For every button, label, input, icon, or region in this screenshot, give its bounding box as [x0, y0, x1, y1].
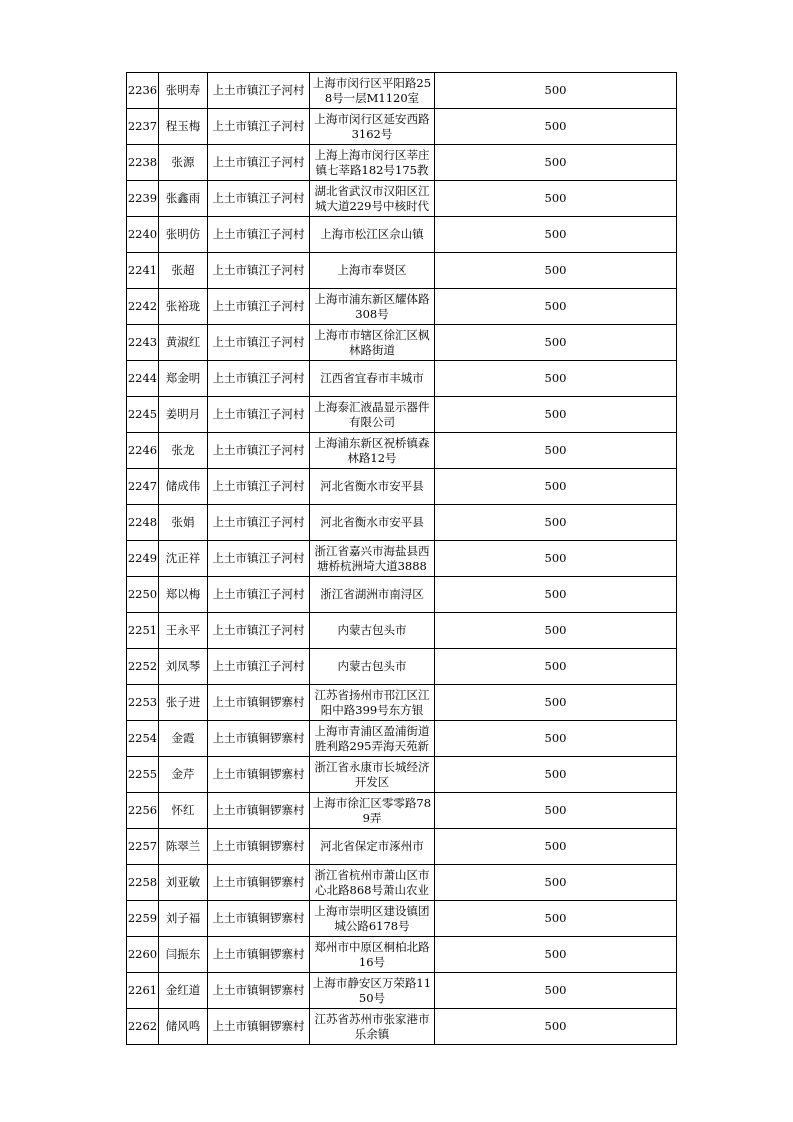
address-cell [310, 361, 435, 397]
address-text: 浙江省湖洲市南浔区 [320, 587, 424, 601]
records-table [126, 72, 677, 1045]
amount-cell: 500 [435, 1009, 677, 1045]
record-id-cell: 2247 [127, 469, 159, 505]
record-id-cell: 2261 [127, 973, 159, 1009]
village-cell: 上土市镇铜锣寨村 [208, 865, 310, 901]
amount-cell: 500 [435, 937, 677, 973]
address-text: 上海市市辖区徐汇区枫林路街道 [314, 327, 430, 357]
village-cell: 上土市镇江子河村 [208, 505, 310, 541]
person-name-cell: 沈正祥 [159, 541, 208, 577]
address-cell [310, 829, 435, 865]
village-cell: 上土市镇江子河村 [208, 433, 310, 469]
address-text: 上海市松江区佘山镇 [320, 227, 424, 241]
record-id-cell: 2248 [127, 505, 159, 541]
amount-cell: 500 [435, 577, 677, 613]
record-id-cell: 2255 [127, 757, 159, 793]
table-row [127, 973, 677, 1009]
person-name-cell: 刘亚敏 [159, 865, 208, 901]
address-cell [310, 1009, 435, 1045]
village-cell: 上土市镇江子河村 [208, 577, 310, 613]
address-text: 河北省衡水市安平县 [320, 479, 424, 493]
address-cell [310, 73, 435, 109]
village-cell: 上土市镇江子河村 [208, 469, 310, 505]
village-cell: 上土市镇江子河村 [208, 541, 310, 577]
person-name-cell: 王永平 [159, 613, 208, 649]
table-row [127, 289, 677, 325]
amount-cell: 500 [435, 253, 677, 289]
address-cell [310, 649, 435, 685]
record-id-cell: 2244 [127, 361, 159, 397]
person-name-cell: 黄淑红 [159, 325, 208, 361]
amount-cell: 500 [435, 181, 677, 217]
amount-cell: 500 [435, 721, 677, 757]
table-row [127, 145, 677, 181]
record-id-cell: 2240 [127, 217, 159, 253]
address-text: 江西省宜春市丰城市 [320, 371, 424, 385]
village-cell: 上土市镇江子河村 [208, 181, 310, 217]
amount-cell: 500 [435, 541, 677, 577]
address-cell [310, 901, 435, 937]
person-name-cell: 张子进 [159, 685, 208, 721]
record-id-cell: 2237 [127, 109, 159, 145]
table-row [127, 109, 677, 145]
amount-cell: 500 [435, 829, 677, 865]
table-row [127, 325, 677, 361]
record-id-cell: 2245 [127, 397, 159, 433]
address-cell [310, 397, 435, 433]
address-cell [310, 865, 435, 901]
table-row [127, 469, 677, 505]
village-cell: 上土市镇铜锣寨村 [208, 793, 310, 829]
village-cell: 上土市镇江子河村 [208, 109, 310, 145]
record-id-cell: 2252 [127, 649, 159, 685]
amount-cell: 500 [435, 793, 677, 829]
record-id-cell: 2250 [127, 577, 159, 613]
address-text: 上海浦东新区祝桥镇森林路12号 [314, 435, 430, 465]
amount-cell: 500 [435, 109, 677, 145]
record-id-cell: 2259 [127, 901, 159, 937]
amount-cell: 500 [435, 757, 677, 793]
address-cell [310, 721, 435, 757]
address-text: 上海市奉贤区 [337, 263, 407, 277]
address-cell [310, 109, 435, 145]
table-row [127, 217, 677, 253]
address-cell [310, 253, 435, 289]
person-name-cell: 储风鸣 [159, 1009, 208, 1045]
record-id-cell: 2243 [127, 325, 159, 361]
amount-cell: 500 [435, 361, 677, 397]
address-text: 江苏省扬州市邗江区江阳中路399号东方银 [314, 687, 430, 717]
table-row [127, 1009, 677, 1045]
person-name-cell: 张裕珑 [159, 289, 208, 325]
record-id-cell: 2251 [127, 613, 159, 649]
table-row [127, 577, 677, 613]
person-name-cell: 张娟 [159, 505, 208, 541]
address-cell [310, 793, 435, 829]
village-cell: 上土市镇铜锣寨村 [208, 1009, 310, 1045]
address-text: 上海上海市闵行区莘庄镇七莘路182号175教 [314, 147, 430, 177]
person-name-cell: 金芹 [159, 757, 208, 793]
person-name-cell: 闫振东 [159, 937, 208, 973]
address-cell [310, 577, 435, 613]
record-id-cell: 2241 [127, 253, 159, 289]
person-name-cell: 郑以梅 [159, 577, 208, 613]
amount-cell: 500 [435, 325, 677, 361]
table-row [127, 181, 677, 217]
record-id-cell: 2236 [127, 73, 159, 109]
village-cell: 上土市镇江子河村 [208, 649, 310, 685]
amount-cell: 500 [435, 397, 677, 433]
village-cell: 上土市镇江子河村 [208, 289, 310, 325]
village-cell: 上土市镇铜锣寨村 [208, 685, 310, 721]
table-row [127, 757, 677, 793]
table-row [127, 73, 677, 109]
address-cell [310, 289, 435, 325]
person-name-cell: 金霞 [159, 721, 208, 757]
person-name-cell: 怀红 [159, 793, 208, 829]
person-name-cell: 郑金明 [159, 361, 208, 397]
village-cell: 上土市镇江子河村 [208, 325, 310, 361]
address-text: 湖北省武汉市汉阳区江城大道229号中核时代 [314, 183, 430, 213]
amount-cell: 500 [435, 613, 677, 649]
village-cell: 上土市镇江子河村 [208, 217, 310, 253]
person-name-cell: 张超 [159, 253, 208, 289]
address-text: 浙江省嘉兴市海盐县西塘桥杭洲埼大道3888 [314, 543, 430, 573]
address-text: 上海市青浦区盈浦街道胜利路295弄海天苑新 [314, 723, 430, 753]
address-text: 上海市静安区万荣路1150号 [312, 975, 432, 1005]
address-cell [310, 613, 435, 649]
table-row [127, 253, 677, 289]
village-cell: 上土市镇江子河村 [208, 613, 310, 649]
amount-cell: 500 [435, 973, 677, 1009]
table-row [127, 937, 677, 973]
record-id-cell: 2260 [127, 937, 159, 973]
village-cell: 上土市镇江子河村 [208, 253, 310, 289]
record-id-cell: 2242 [127, 289, 159, 325]
address-text: 郑州市中原区桐柏北路16号 [314, 939, 430, 969]
person-name-cell: 储成伟 [159, 469, 208, 505]
address-cell [310, 541, 435, 577]
person-name-cell: 程玉梅 [159, 109, 208, 145]
person-name-cell: 张明仿 [159, 217, 208, 253]
table-row [127, 865, 677, 901]
record-id-cell: 2239 [127, 181, 159, 217]
address-text: 河北省保定市涿州市 [320, 839, 424, 853]
person-name-cell: 张源 [159, 145, 208, 181]
record-id-cell: 2256 [127, 793, 159, 829]
address-cell [310, 145, 435, 181]
person-name-cell: 金红道 [159, 973, 208, 1009]
amount-cell: 500 [435, 469, 677, 505]
table-row [127, 829, 677, 865]
table-row [127, 721, 677, 757]
address-text: 上海市闵行区延安西路3162号 [314, 111, 430, 141]
table-row [127, 649, 677, 685]
person-name-cell: 张鑫雨 [159, 181, 208, 217]
record-id-cell: 2258 [127, 865, 159, 901]
table-row [127, 361, 677, 397]
amount-cell: 500 [435, 433, 677, 469]
record-id-cell: 2249 [127, 541, 159, 577]
records-table-body [127, 73, 677, 1045]
village-cell: 上土市镇铜锣寨村 [208, 757, 310, 793]
address-cell [310, 757, 435, 793]
village-cell: 上土市镇铜锣寨村 [208, 721, 310, 757]
record-id-cell: 2246 [127, 433, 159, 469]
amount-cell: 500 [435, 217, 677, 253]
address-cell [310, 217, 435, 253]
amount-cell: 500 [435, 289, 677, 325]
amount-cell: 500 [435, 145, 677, 181]
address-text: 浙江省永康市长城经济开发区 [314, 759, 430, 789]
address-text: 上海市崇明区建设镇团城公路6178号 [314, 903, 430, 933]
amount-cell: 500 [435, 865, 677, 901]
address-text: 内蒙古包头市 [337, 623, 407, 637]
amount-cell: 500 [435, 901, 677, 937]
address-text: 上海市浦东新区耀体路308号 [314, 291, 430, 321]
address-cell [310, 469, 435, 505]
address-cell [310, 685, 435, 721]
address-cell [310, 433, 435, 469]
village-cell: 上土市镇江子河村 [208, 73, 310, 109]
table-row [127, 613, 677, 649]
address-cell [310, 973, 435, 1009]
address-cell [310, 181, 435, 217]
amount-cell: 500 [435, 649, 677, 685]
table-row [127, 433, 677, 469]
person-name-cell: 刘凤琴 [159, 649, 208, 685]
record-id-cell: 2254 [127, 721, 159, 757]
person-name-cell: 陈翠兰 [159, 829, 208, 865]
record-id-cell: 2238 [127, 145, 159, 181]
village-cell: 上土市镇江子河村 [208, 361, 310, 397]
table-row [127, 901, 677, 937]
record-id-cell: 2253 [127, 685, 159, 721]
address-text: 河北省衡水市安平县 [320, 515, 424, 529]
village-cell: 上土市镇铜锣寨村 [208, 901, 310, 937]
amount-cell: 500 [435, 505, 677, 541]
village-cell: 上土市镇铜锣寨村 [208, 937, 310, 973]
table-row [127, 685, 677, 721]
address-text: 上海泰汇液晶显示器件有限公司 [314, 399, 430, 429]
amount-cell: 500 [435, 73, 677, 109]
amount-cell: 500 [435, 685, 677, 721]
table-row [127, 505, 677, 541]
address-text: 江苏省苏州市张家港市乐余镇 [314, 1011, 430, 1041]
person-name-cell: 姜明月 [159, 397, 208, 433]
table-row [127, 793, 677, 829]
table-row [127, 397, 677, 433]
village-cell: 上土市镇江子河村 [208, 397, 310, 433]
record-id-cell: 2262 [127, 1009, 159, 1045]
address-text: 内蒙古包头市 [337, 659, 407, 673]
person-name-cell: 刘子福 [159, 901, 208, 937]
address-cell [310, 937, 435, 973]
person-name-cell: 张龙 [159, 433, 208, 469]
village-cell: 上土市镇铜锣寨村 [208, 829, 310, 865]
address-text: 上海市徐汇区零零路789弄 [312, 795, 432, 825]
table-row [127, 541, 677, 577]
village-cell: 上土市镇江子河村 [208, 145, 310, 181]
person-name-cell: 张明寿 [159, 73, 208, 109]
village-cell: 上土市镇铜锣寨村 [208, 973, 310, 1009]
record-id-cell: 2257 [127, 829, 159, 865]
address-cell [310, 505, 435, 541]
address-cell [310, 325, 435, 361]
address-text: 浙江省杭州市萧山区市心北路868号萧山农业 [314, 867, 430, 897]
address-text: 上海市闵行区平阳路258号一层M1120室 [312, 75, 432, 105]
